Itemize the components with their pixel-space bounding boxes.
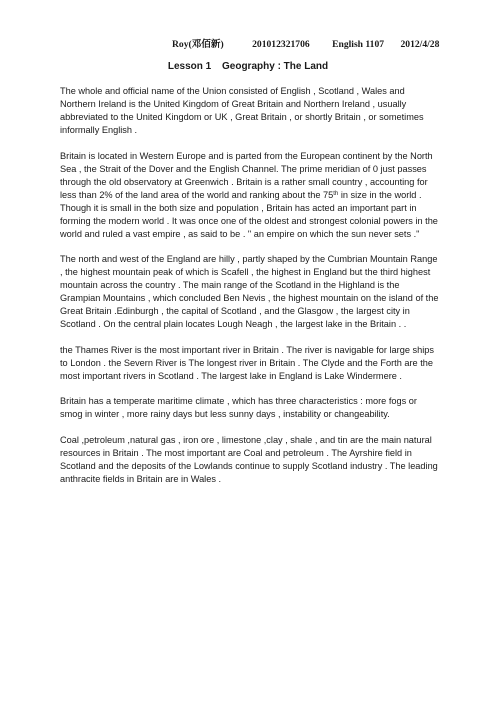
paragraph-location xyxy=(60,150,440,241)
paragraph-mountains: The north and west of the England are hilly , partly shaped by the Cumbrian Mountain Range , the highest mountain peak of which is Scafell , the highest in England but the third highest mountain across the country . The main range of the Scotland in the Highland is the Grampian Mountains , which concluded Ben Nevis , the highest mountain on the island of the Great Britain .Edinburgh , the capital of Scotland , and the Glasgow , the largest city in Scotland . On the central plain locates Lough Neagh , the largest lake in the Britain . . xyxy=(60,254,439,329)
paragraph-location-text-1: Britain is located in Western Europe and is parted from the European continent by the North Sea , the Strait of the Dover and the English Channel. The prime meridian of 0 just passes through the old observatory at Greenwich . Britain is a rather small country , accounting for less than 2% of the land area of the world and ranking about the 75 xyxy=(60,150,433,200)
paragraph-rivers: the Thames River is the most important river in Britain . The river is navigable for large ships to London . the Severn River is The longest river in Britain . The Clyde and the Forth are the most important rivers in Scotland . The largest lake in England is Lake Windermere . xyxy=(60,344,434,381)
paragraph-union-name: The whole and official name of the Union consisted of English , Scotland , Wales and Northern Ireland is the United Kingdom of Great Britain and Northern Ireland , usually abbreviated to the United Kingdom or UK , Great Britain , or shortly Britain , or sometimes informally English . xyxy=(60,86,424,135)
lesson-number: Lesson 1 xyxy=(167,61,212,72)
document-date: 2012/4/28 xyxy=(400,39,440,50)
paragraph-location-text-2: in size in the world . Though it is small in the both size and population , Britain has acted an important part in forming the modern world . It was once one of the oldest and strongest colonial powers in the world and ruled a vast empire , as said to be . " an empire on which the sun never sets ." xyxy=(60,189,438,239)
student-id: 201012321706 xyxy=(252,39,310,50)
document-body xyxy=(60,85,440,498)
paragraph-climate: Britain has a temperate maritime climate , which has three characteristics : more fogs or smog in winter , more rainy days but less sunny days , instability or changeability. xyxy=(60,396,417,419)
ordinal-suffix: th xyxy=(333,190,339,197)
paragraph-resources: Coal ,petroleum ,natural gas , iron ore , limestone ,clay , shale , and tin are the main natural resources in Britain . The most important are Coal and petroleum . The Ayrshire field in Scotland and the deposits of the Lowlands continue to supply Scotland industry . The leading anthracite fields in Britain are in Wales . xyxy=(60,434,438,484)
course-label: English 1107 xyxy=(332,39,385,50)
document-header xyxy=(172,36,439,50)
lesson-topic: Geography : The Land xyxy=(222,61,329,72)
student-name: Roy(邓佰新) xyxy=(172,39,224,50)
page-title xyxy=(0,61,496,72)
